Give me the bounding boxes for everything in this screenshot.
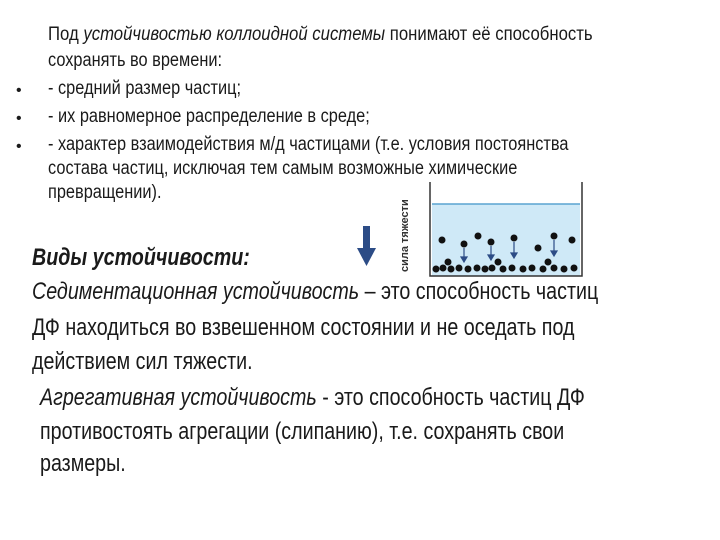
- bullet-marker-1: •: [16, 82, 22, 99]
- aggregative-line-3: размеры.: [40, 450, 126, 477]
- sedimentation-figure: [340, 178, 600, 278]
- bullet-item-3-line-2: состава частиц, исключая тем самым возможные химические: [48, 158, 518, 179]
- bullet-item-1: - средний размер частиц;: [48, 78, 242, 99]
- intro-line-1: [48, 24, 593, 46]
- sedimentation-line-1: [32, 278, 598, 306]
- types-heading: Виды устойчивости:: [32, 244, 250, 271]
- gravity-arrow-icon: [357, 226, 376, 266]
- aggregative-line-1-rest: - это способность частиц ДФ: [316, 384, 585, 411]
- intro-suffix: понимают её способность: [385, 24, 593, 45]
- aggregative-line-2: противостоять агрегации (слипанию), т.е. сохранять свои: [40, 418, 565, 445]
- bullet-marker-3: •: [16, 138, 22, 155]
- sedimentation-line-3: действием сил тяжести.: [32, 348, 253, 375]
- aggregative-line-1: [40, 384, 585, 412]
- intro-prefix: Под: [48, 24, 84, 45]
- vessel: [430, 182, 582, 276]
- bullet-marker-2: •: [16, 110, 22, 127]
- bullet-item-2: - их равномерное распределение в среде;: [48, 106, 370, 127]
- sedimentation-term: Седиментационная устойчивость: [32, 278, 360, 305]
- bullet-item-3-line-3: превращении).: [48, 182, 162, 203]
- aggregative-term: Агрегативная устойчивость: [40, 384, 317, 411]
- sedimentation-line-1-rest: – это способность частиц: [359, 278, 599, 305]
- gravity-axis-label: сила тяжести: [399, 199, 411, 272]
- intro-line-2: сохранять во времени:: [48, 50, 223, 71]
- sedimentation-line-2: ДФ находиться во взвешенном состоянии и не оседать под: [32, 314, 575, 341]
- bullet-item-3-line-1: - характер взаимодействия м/д частицами (т.е. условия постоянства: [48, 134, 569, 155]
- intro-term: устойчивостью коллоидной системы: [83, 24, 386, 45]
